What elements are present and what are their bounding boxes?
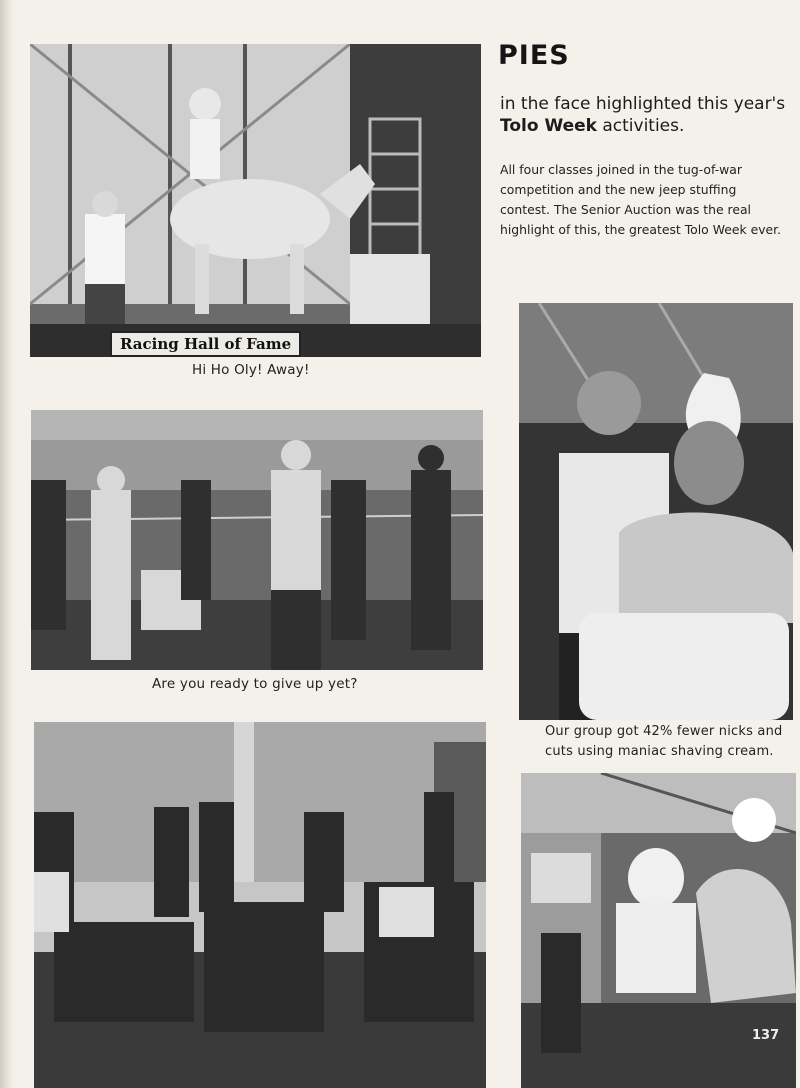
hall-of-fame-sign: Racing Hall of Fame [110, 331, 301, 357]
subhead-suffix: activities. [596, 116, 685, 136]
subhead-text: in the face highlighted this year's [500, 94, 786, 114]
photo-horse-float [30, 44, 481, 357]
article-subhead [500, 93, 800, 137]
page-binding-edge [0, 0, 14, 1088]
photo-tug-of-war-2 [34, 722, 486, 1088]
article-body: All four classes joined in the tug-of-war competition and the new jeep stuffing contest. The Senior Auction was the real highlight of this, the greatest Tolo Week ever. [500, 162, 782, 237]
caption-tug-of-war-1: Are you ready to give up yet? [152, 676, 358, 692]
caption-horse-float: Hi Ho Oly! Away! [192, 362, 310, 378]
page-number: 137 [752, 1028, 780, 1043]
photo-tug-of-war-1 [31, 410, 483, 670]
article-headline: PIES [498, 40, 570, 71]
subhead-bold-text: Tolo Week [500, 116, 597, 136]
photo-pie-face [519, 303, 793, 720]
caption-pie-face: Our group got 42% fewer nicks and cuts using maniac shaving cream. [545, 724, 783, 759]
